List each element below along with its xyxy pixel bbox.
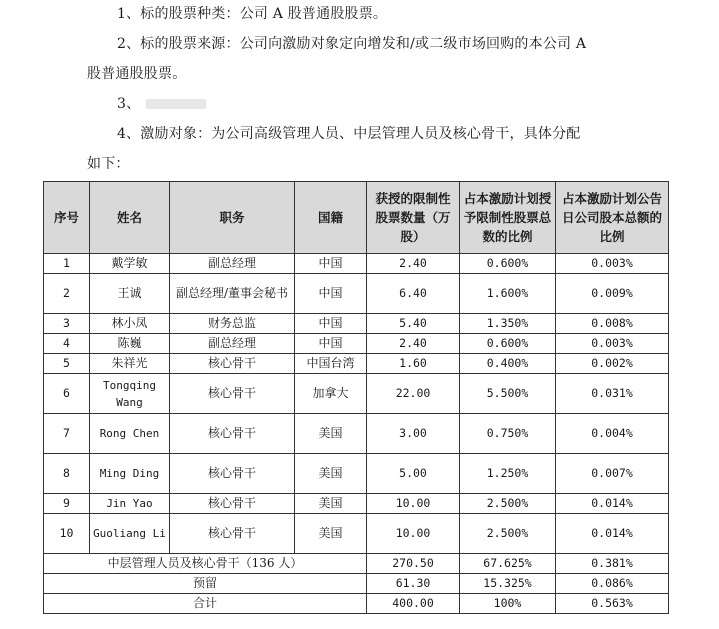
cell-ratio-plan: 0.600% <box>460 334 556 354</box>
cell-ratio-total: 0.381% <box>556 554 669 574</box>
cell-position: 核心骨干 <box>170 454 295 494</box>
cell-shares: 5.40 <box>367 314 460 334</box>
cell-nationality: 中国 <box>295 334 367 354</box>
table-row <box>44 374 669 414</box>
paragraph-2-line-2: 股普通股股票。 <box>87 66 187 82</box>
cell-shares: 6.40 <box>367 274 460 314</box>
cell-nationality: 美国 <box>295 514 367 554</box>
cell-ratio-total: 0.009% <box>556 274 669 314</box>
table-row <box>44 454 669 494</box>
cell-ratio-plan: 0.400% <box>460 354 556 374</box>
cell-position: 核心骨干 <box>170 354 295 374</box>
cell-no: 7 <box>44 414 90 454</box>
cell-ratio-plan: 5.500% <box>460 374 556 414</box>
cell-name: 朱祥光 <box>90 354 170 374</box>
table-header-row <box>44 182 669 254</box>
cell-ratio-plan: 1.600% <box>460 274 556 314</box>
cell-ratio-total: 0.563% <box>556 594 669 614</box>
cell-position: 核心骨干 <box>170 374 295 414</box>
table-row <box>44 494 669 514</box>
cell-position: 副总经理/董事会秘书 <box>170 274 295 314</box>
cell-no: 5 <box>44 354 90 374</box>
table-row <box>44 314 669 334</box>
table-row <box>44 254 669 274</box>
cell-ratio-total: 0.014% <box>556 494 669 514</box>
paragraph-4-line-1: 4、激励对象：为公司高级管理人员、中层管理人员及核心骨干，具体分配 <box>117 126 581 142</box>
cell-shares: 2.40 <box>367 254 460 274</box>
cell-name: Tongqing Wang <box>90 374 170 414</box>
cell-nationality: 中国 <box>295 274 367 314</box>
cell-ratio-total: 0.014% <box>556 514 669 554</box>
cell-shares: 22.00 <box>367 374 460 414</box>
cell-ratio-plan: 100% <box>460 594 556 614</box>
cell-name: 林小凤 <box>90 314 170 334</box>
cell-ratio-plan: 1.250% <box>460 454 556 494</box>
header-ratio-total: 占本激励计划公告日公司股本总额的比例 <box>556 182 669 254</box>
cell-no: 8 <box>44 454 90 494</box>
cell-no: 10 <box>44 514 90 554</box>
paragraph-2-line-1: 2、标的股票来源：公司向激励对象定向增发和/或二级市场回购的本公司 A <box>117 36 587 52</box>
header-nationality: 国籍 <box>295 182 367 254</box>
cell-shares: 5.00 <box>367 454 460 494</box>
cell-no: 2 <box>44 274 90 314</box>
summary-label: 合计 <box>44 594 367 614</box>
cell-nationality: 美国 <box>295 454 367 494</box>
cell-nationality: 美国 <box>295 494 367 514</box>
cell-name: 陈巍 <box>90 334 170 354</box>
cell-nationality: 加拿大 <box>295 374 367 414</box>
cell-position: 核心骨干 <box>170 514 295 554</box>
cell-ratio-plan: 0.600% <box>460 254 556 274</box>
paragraph-4-line-2: 如下： <box>87 156 130 172</box>
table-row <box>44 414 669 454</box>
cell-no: 4 <box>44 334 90 354</box>
cell-shares: 2.40 <box>367 334 460 354</box>
table-row <box>44 354 669 374</box>
incentive-allocation-table <box>43 181 669 614</box>
cell-no: 3 <box>44 314 90 334</box>
summary-label: 预留 <box>44 574 367 594</box>
header-name: 姓名 <box>90 182 170 254</box>
cell-no: 6 <box>44 374 90 414</box>
cell-ratio-total: 0.002% <box>556 354 669 374</box>
cell-ratio-plan: 2.500% <box>460 514 556 554</box>
cell-nationality: 中国台湾 <box>295 354 367 374</box>
paragraph-3-number: 3、 <box>117 96 141 112</box>
header-ratio-plan: 占本激励计划授予限制性股票总数的比例 <box>460 182 556 254</box>
table-row <box>44 334 669 354</box>
cell-ratio-total: 0.003% <box>556 334 669 354</box>
cell-shares: 400.00 <box>367 594 460 614</box>
cell-ratio-total: 0.031% <box>556 374 669 414</box>
cell-position: 核心骨干 <box>170 494 295 514</box>
cell-name: Rong Chen <box>90 414 170 454</box>
cell-ratio-plan: 0.750% <box>460 414 556 454</box>
header-shares: 获授的限制性股票数量（万股） <box>367 182 460 254</box>
cell-ratio-total: 0.004% <box>556 414 669 454</box>
header-no: 序号 <box>44 182 90 254</box>
cell-position: 财务总监 <box>170 314 295 334</box>
cell-no: 9 <box>44 494 90 514</box>
header-position: 职务 <box>170 182 295 254</box>
cell-ratio-total: 0.086% <box>556 574 669 594</box>
cell-shares: 3.00 <box>367 414 460 454</box>
cell-ratio-total: 0.008% <box>556 314 669 334</box>
paragraph-1: 1、标的股票种类：公司 A 股普通股股票。 <box>117 6 388 22</box>
cell-ratio-total: 0.007% <box>556 454 669 494</box>
cell-no: 1 <box>44 254 90 274</box>
table-row <box>44 514 669 554</box>
cell-position: 核心骨干 <box>170 414 295 454</box>
summary-row-total <box>44 594 669 614</box>
cell-name: 王诚 <box>90 274 170 314</box>
cell-shares: 10.00 <box>367 514 460 554</box>
cell-ratio-plan: 67.625% <box>460 554 556 574</box>
cell-name: Jin Yao <box>90 494 170 514</box>
cell-ratio-plan: 15.325% <box>460 574 556 594</box>
summary-label: 中层管理人员及核心骨干（136 人） <box>44 554 367 574</box>
paragraph-3 <box>117 93 206 113</box>
redacted-text <box>146 99 206 109</box>
cell-name: 戴学敏 <box>90 254 170 274</box>
cell-nationality: 中国 <box>295 314 367 334</box>
cell-position: 副总经理 <box>170 254 295 274</box>
cell-shares: 10.00 <box>367 494 460 514</box>
cell-position: 副总经理 <box>170 334 295 354</box>
summary-row-reserved <box>44 574 669 594</box>
cell-ratio-plan: 1.350% <box>460 314 556 334</box>
cell-ratio-total: 0.003% <box>556 254 669 274</box>
cell-name: Guoliang Li <box>90 514 170 554</box>
cell-shares: 61.30 <box>367 574 460 594</box>
cell-nationality: 中国 <box>295 254 367 274</box>
cell-name: Ming Ding <box>90 454 170 494</box>
cell-ratio-plan: 2.500% <box>460 494 556 514</box>
table-row <box>44 274 669 314</box>
cell-shares: 270.50 <box>367 554 460 574</box>
cell-shares: 1.60 <box>367 354 460 374</box>
summary-row-middle-management <box>44 554 669 574</box>
cell-nationality: 美国 <box>295 414 367 454</box>
